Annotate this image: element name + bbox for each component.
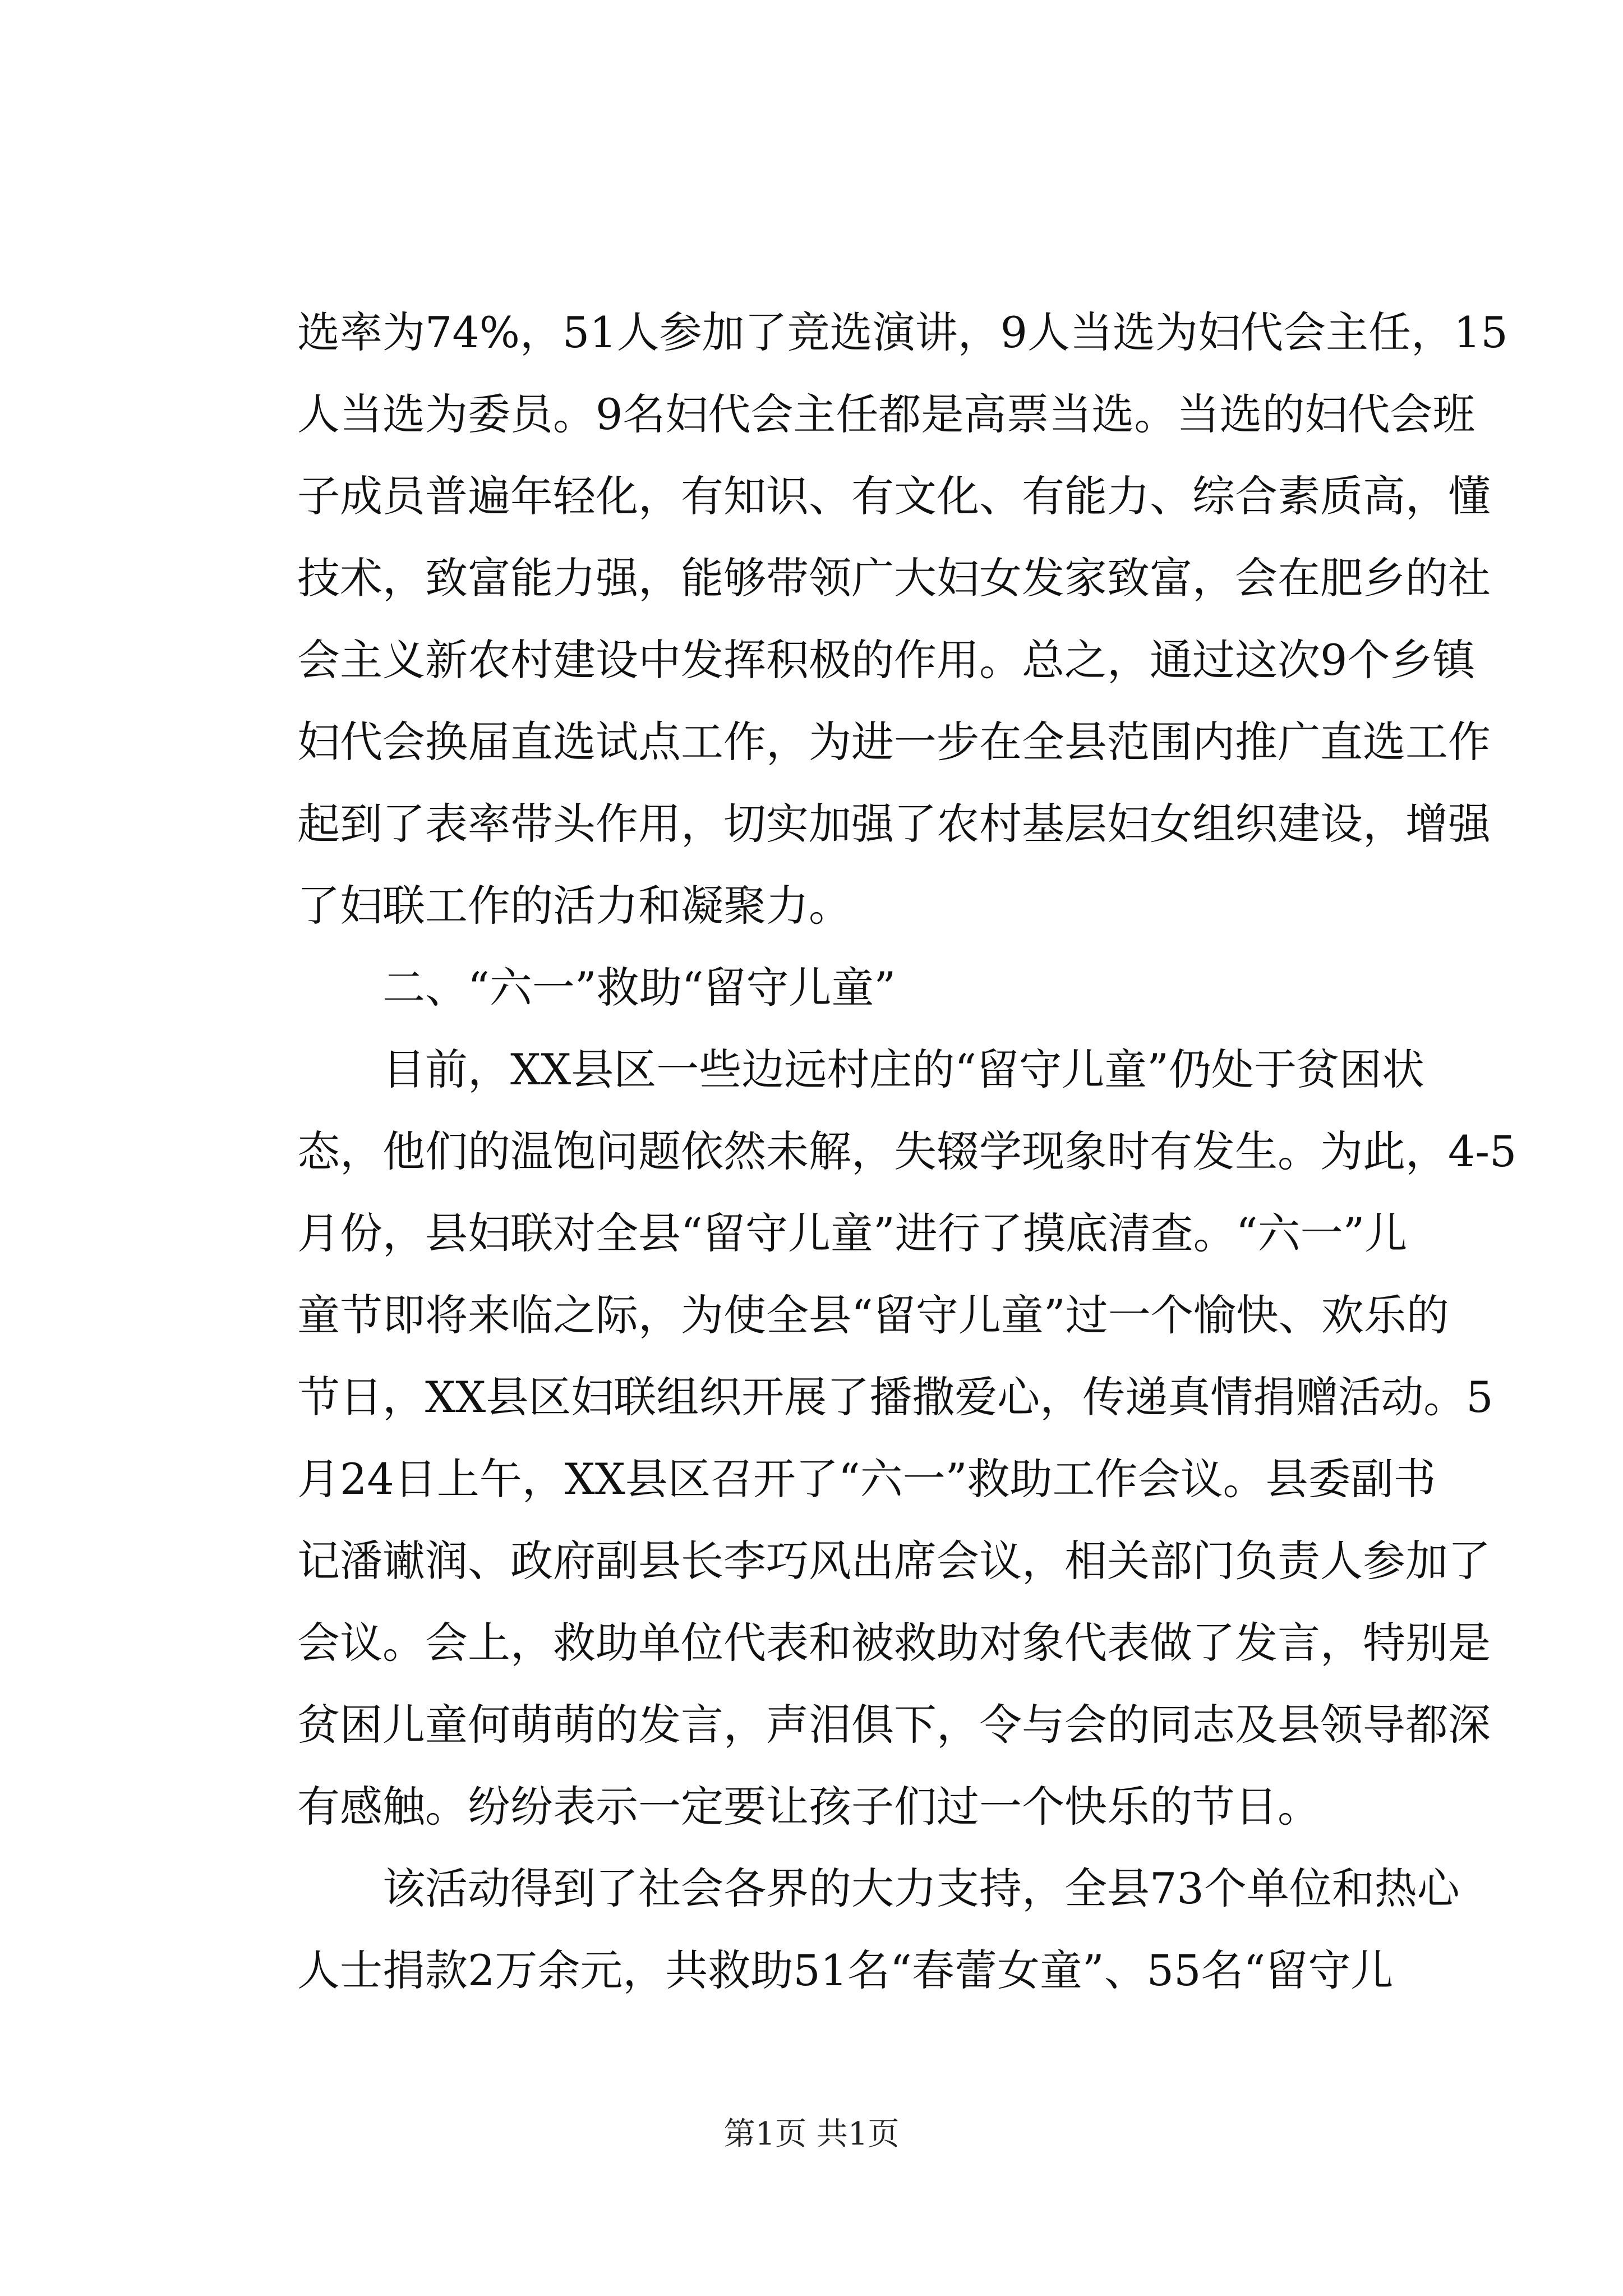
paragraph-line: 目前，XX县区一些边远村庄的“留守儿童”仍处于贫困状 bbox=[382, 1045, 1424, 1094]
paragraph-line: 童节即将来临之际，为使全县“留守儿童”过一个愉快、欢乐的 bbox=[297, 1290, 1449, 1340]
page-footer: 第1页 共1页 bbox=[723, 2116, 900, 2152]
paragraph-2 bbox=[297, 1029, 1517, 1848]
paragraph-line: 妇代会换届直选试点工作，为进一步在全县范围内推广直选工作 bbox=[297, 717, 1491, 767]
paragraph-line: 有感触。纷纷表示一定要让孩子们过一个快乐的节日。 bbox=[297, 1782, 1320, 1832]
paragraph-line: 了妇联工作的活力和凝聚力。 bbox=[297, 881, 851, 931]
paragraph-line: 月份，县妇联对全县“留守儿童”进行了摸底清查。“六一”儿 bbox=[297, 1208, 1408, 1258]
paragraph-line: 起到了表率带头作用，切实加强了农村基层妇女组织建设，增强 bbox=[297, 799, 1491, 849]
paragraph-line: 子成员普遍年轻化，有知识、有文化、有能力、综合素质高，懂 bbox=[297, 471, 1491, 521]
paragraph-line: 记潘谳润、政府副县长李巧风出席会议，相关部门负责人参加了 bbox=[297, 1536, 1491, 1586]
paragraph-line: 人当选为委员。9名妇代会主任都是高票当选。当选的妇代会班 bbox=[297, 389, 1476, 439]
paragraph-line: 月24日上午，XX县区召开了“六一”救助工作会议。县委副书 bbox=[297, 1454, 1436, 1504]
paragraph-line: 技术，致富能力强，能够带领广大妇女发家致富，会在肥乡的社 bbox=[297, 553, 1491, 603]
paragraph-line: 会主义新农村建设中发挥积极的作用。总之，通过这次9个乡镇 bbox=[297, 635, 1476, 685]
paragraph-line: 人士捐款2万余元，共救助51名“春蕾女童”、55名“留守儿 bbox=[297, 1945, 1394, 1995]
document-body bbox=[297, 292, 1517, 2012]
paragraph-line: 节日，XX县区妇联组织开展了播撒爱心，传递真情捐赠活动。5 bbox=[297, 1372, 1493, 1422]
section-heading: 二、“六一”救助“留守儿童” bbox=[382, 963, 896, 1013]
paragraph-line: 该活动得到了社会各界的大力支持，全县73个单位和热心 bbox=[382, 1864, 1460, 1913]
paragraph-1 bbox=[297, 292, 1508, 947]
paragraph-line: 会议。会上，救助单位代表和被救助对象代表做了发言，特别是 bbox=[297, 1618, 1491, 1668]
paragraph-line: 选率为74%，51人参加了竞选演讲，9人当选为妇代会主任，15 bbox=[297, 307, 1508, 357]
paragraph-line: 态，他们的温饱问题依然未解，失辍学现象时有发生。为此，4-5 bbox=[297, 1126, 1517, 1176]
paragraph-3 bbox=[297, 1848, 1460, 2012]
paragraph-line: 贫困儿童何萌萌的发言，声泪俱下，令与会的同志及县领导都深 bbox=[297, 1700, 1491, 1750]
